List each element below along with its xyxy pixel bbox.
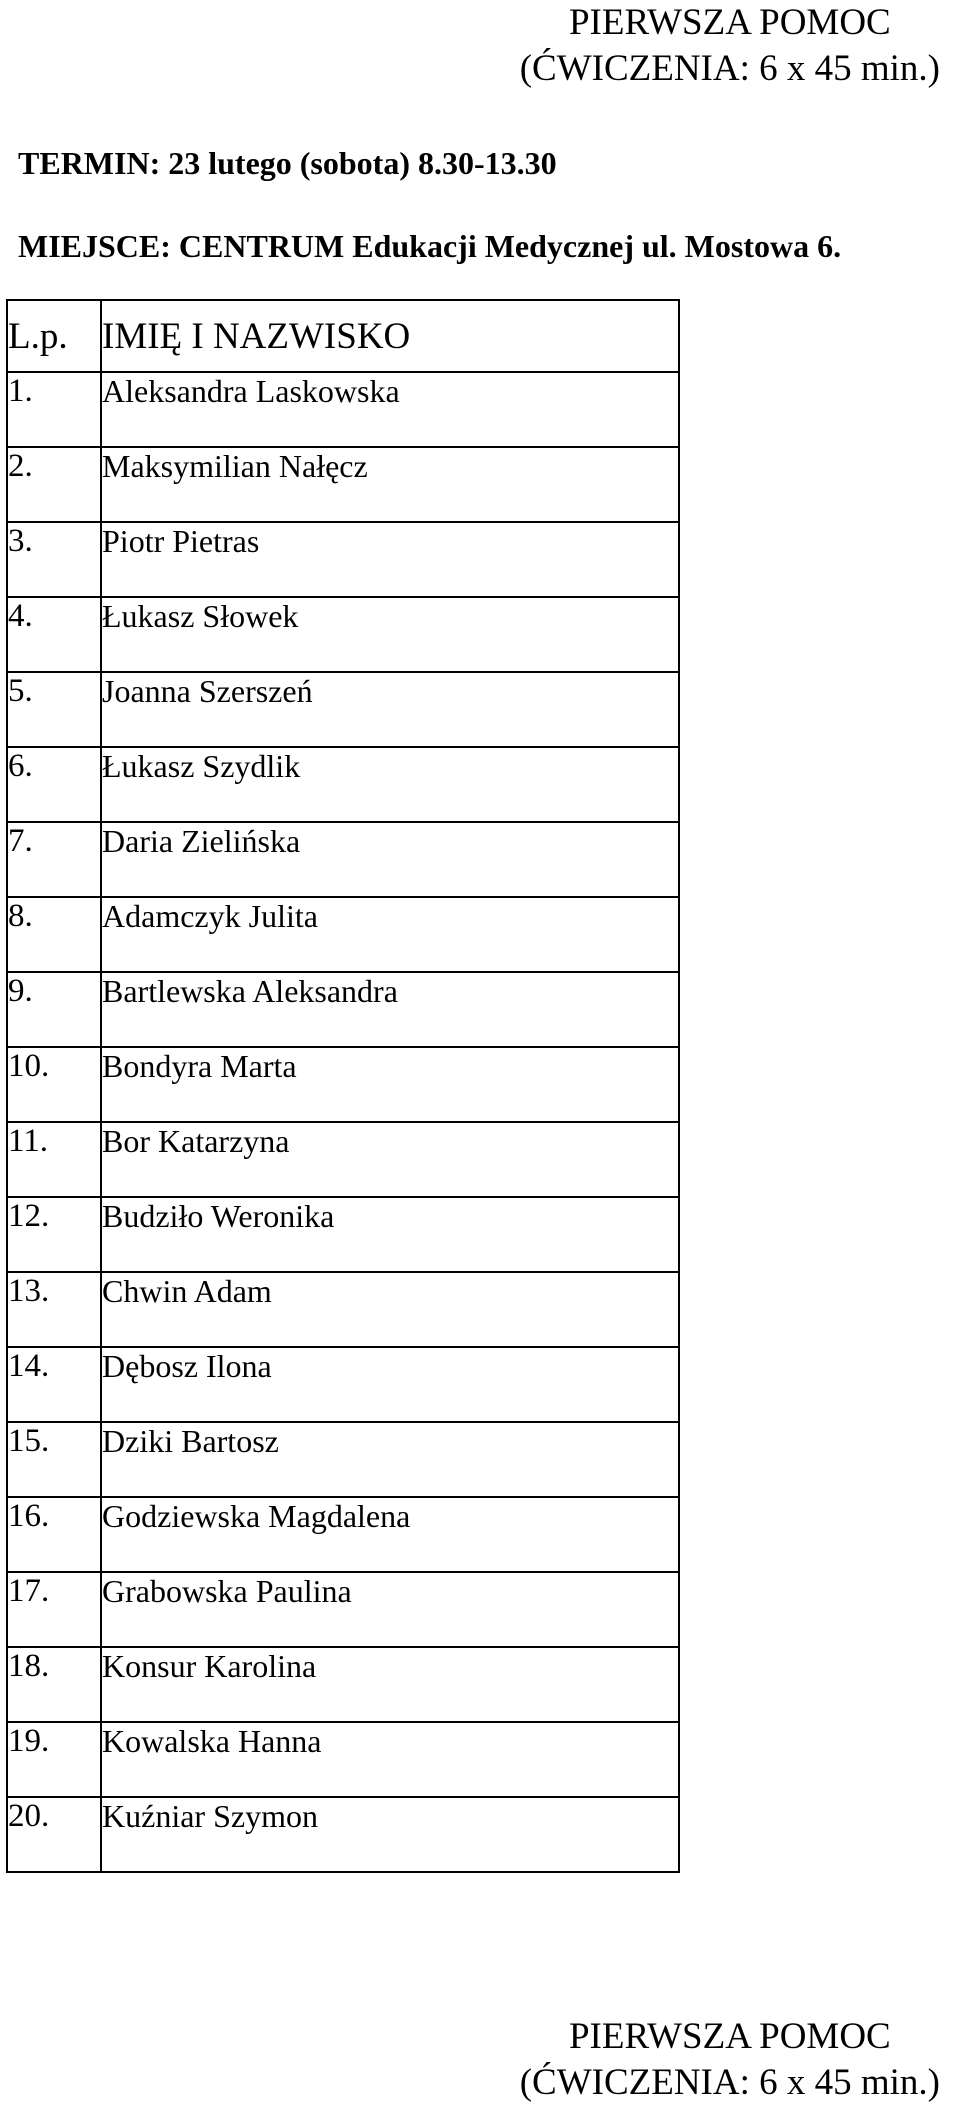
row-number: 7. bbox=[7, 822, 101, 897]
table-row bbox=[7, 1122, 679, 1197]
table-row bbox=[7, 822, 679, 897]
row-number: 8. bbox=[7, 897, 101, 972]
date-line: TERMIN: 23 lutego (sobota) 8.30-13.30 bbox=[18, 145, 557, 181]
column-header-lp: L.p. bbox=[7, 300, 101, 372]
table-row bbox=[7, 597, 679, 672]
table-row bbox=[7, 372, 679, 447]
row-number: 17. bbox=[7, 1572, 101, 1647]
row-number: 6. bbox=[7, 747, 101, 822]
table-row bbox=[7, 1797, 679, 1872]
row-number: 20. bbox=[7, 1797, 101, 1872]
row-number: 14. bbox=[7, 1347, 101, 1422]
table-row bbox=[7, 1272, 679, 1347]
row-number: 1. bbox=[7, 372, 101, 447]
participant-name: Bondyra Marta bbox=[101, 1047, 679, 1122]
participant-name: Łukasz Słowek bbox=[101, 597, 679, 672]
next-course-header bbox=[520, 2014, 940, 2106]
table-row bbox=[7, 1197, 679, 1272]
participant-name: Dębosz Ilona bbox=[101, 1347, 679, 1422]
participant-name: Kowalska Hanna bbox=[101, 1722, 679, 1797]
table-row bbox=[7, 972, 679, 1047]
participant-name: Joanna Szerszeń bbox=[101, 672, 679, 747]
participant-name: Godziewska Magdalena bbox=[101, 1497, 679, 1572]
table-row bbox=[7, 447, 679, 522]
table-row bbox=[7, 1047, 679, 1122]
participant-name: Daria Zielińska bbox=[101, 822, 679, 897]
row-number: 5. bbox=[7, 672, 101, 747]
row-number: 16. bbox=[7, 1497, 101, 1572]
course-header bbox=[520, 0, 940, 92]
table-row bbox=[7, 1572, 679, 1647]
row-number: 2. bbox=[7, 447, 101, 522]
table-header-row bbox=[7, 300, 679, 372]
participant-name: Łukasz Szydlik bbox=[101, 747, 679, 822]
location-line: MIEJSCE: CENTRUM Edukacji Medycznej ul. Mostowa 6. bbox=[18, 228, 842, 264]
course-duration: (ĆWICZENIA: 6 x 45 min.) bbox=[519, 2062, 940, 2103]
table-row bbox=[7, 522, 679, 597]
table-row bbox=[7, 1347, 679, 1422]
table-row bbox=[7, 672, 679, 747]
participant-name: Aleksandra Laskowska bbox=[101, 372, 679, 447]
table-row bbox=[7, 1422, 679, 1497]
table-row bbox=[7, 897, 679, 972]
row-number: 9. bbox=[7, 972, 101, 1047]
row-number: 11. bbox=[7, 1122, 101, 1197]
participant-name: Chwin Adam bbox=[101, 1272, 679, 1347]
participant-name: Budziło Weronika bbox=[101, 1197, 679, 1272]
row-number: 19. bbox=[7, 1722, 101, 1797]
participant-name: Maksymilian Nałęcz bbox=[101, 447, 679, 522]
participant-name: Bor Katarzyna bbox=[101, 1122, 679, 1197]
table-row bbox=[7, 1647, 679, 1722]
participants-table bbox=[6, 299, 680, 1873]
participant-name: Adamczyk Julita bbox=[101, 897, 679, 972]
row-number: 13. bbox=[7, 1272, 101, 1347]
row-number: 18. bbox=[7, 1647, 101, 1722]
table-row bbox=[7, 1497, 679, 1572]
table-row bbox=[7, 1722, 679, 1797]
row-number: 10. bbox=[7, 1047, 101, 1122]
participant-name: Konsur Karolina bbox=[101, 1647, 679, 1722]
course-title: PIERWSZA POMOC bbox=[568, 2, 891, 43]
participant-name: Piotr Pietras bbox=[101, 522, 679, 597]
row-number: 3. bbox=[7, 522, 101, 597]
course-title: PIERWSZA POMOC bbox=[568, 2016, 891, 2057]
row-number: 15. bbox=[7, 1422, 101, 1497]
column-header-name: IMIĘ I NAZWISKO bbox=[101, 300, 679, 372]
participant-name: Kuźniar Szymon bbox=[101, 1797, 679, 1872]
table-row bbox=[7, 747, 679, 822]
participant-name: Dziki Bartosz bbox=[101, 1422, 679, 1497]
row-number: 12. bbox=[7, 1197, 101, 1272]
row-number: 4. bbox=[7, 597, 101, 672]
participant-name: Grabowska Paulina bbox=[101, 1572, 679, 1647]
course-duration: (ĆWICZENIA: 6 x 45 min.) bbox=[519, 48, 940, 89]
participant-name: Bartlewska Aleksandra bbox=[101, 972, 679, 1047]
